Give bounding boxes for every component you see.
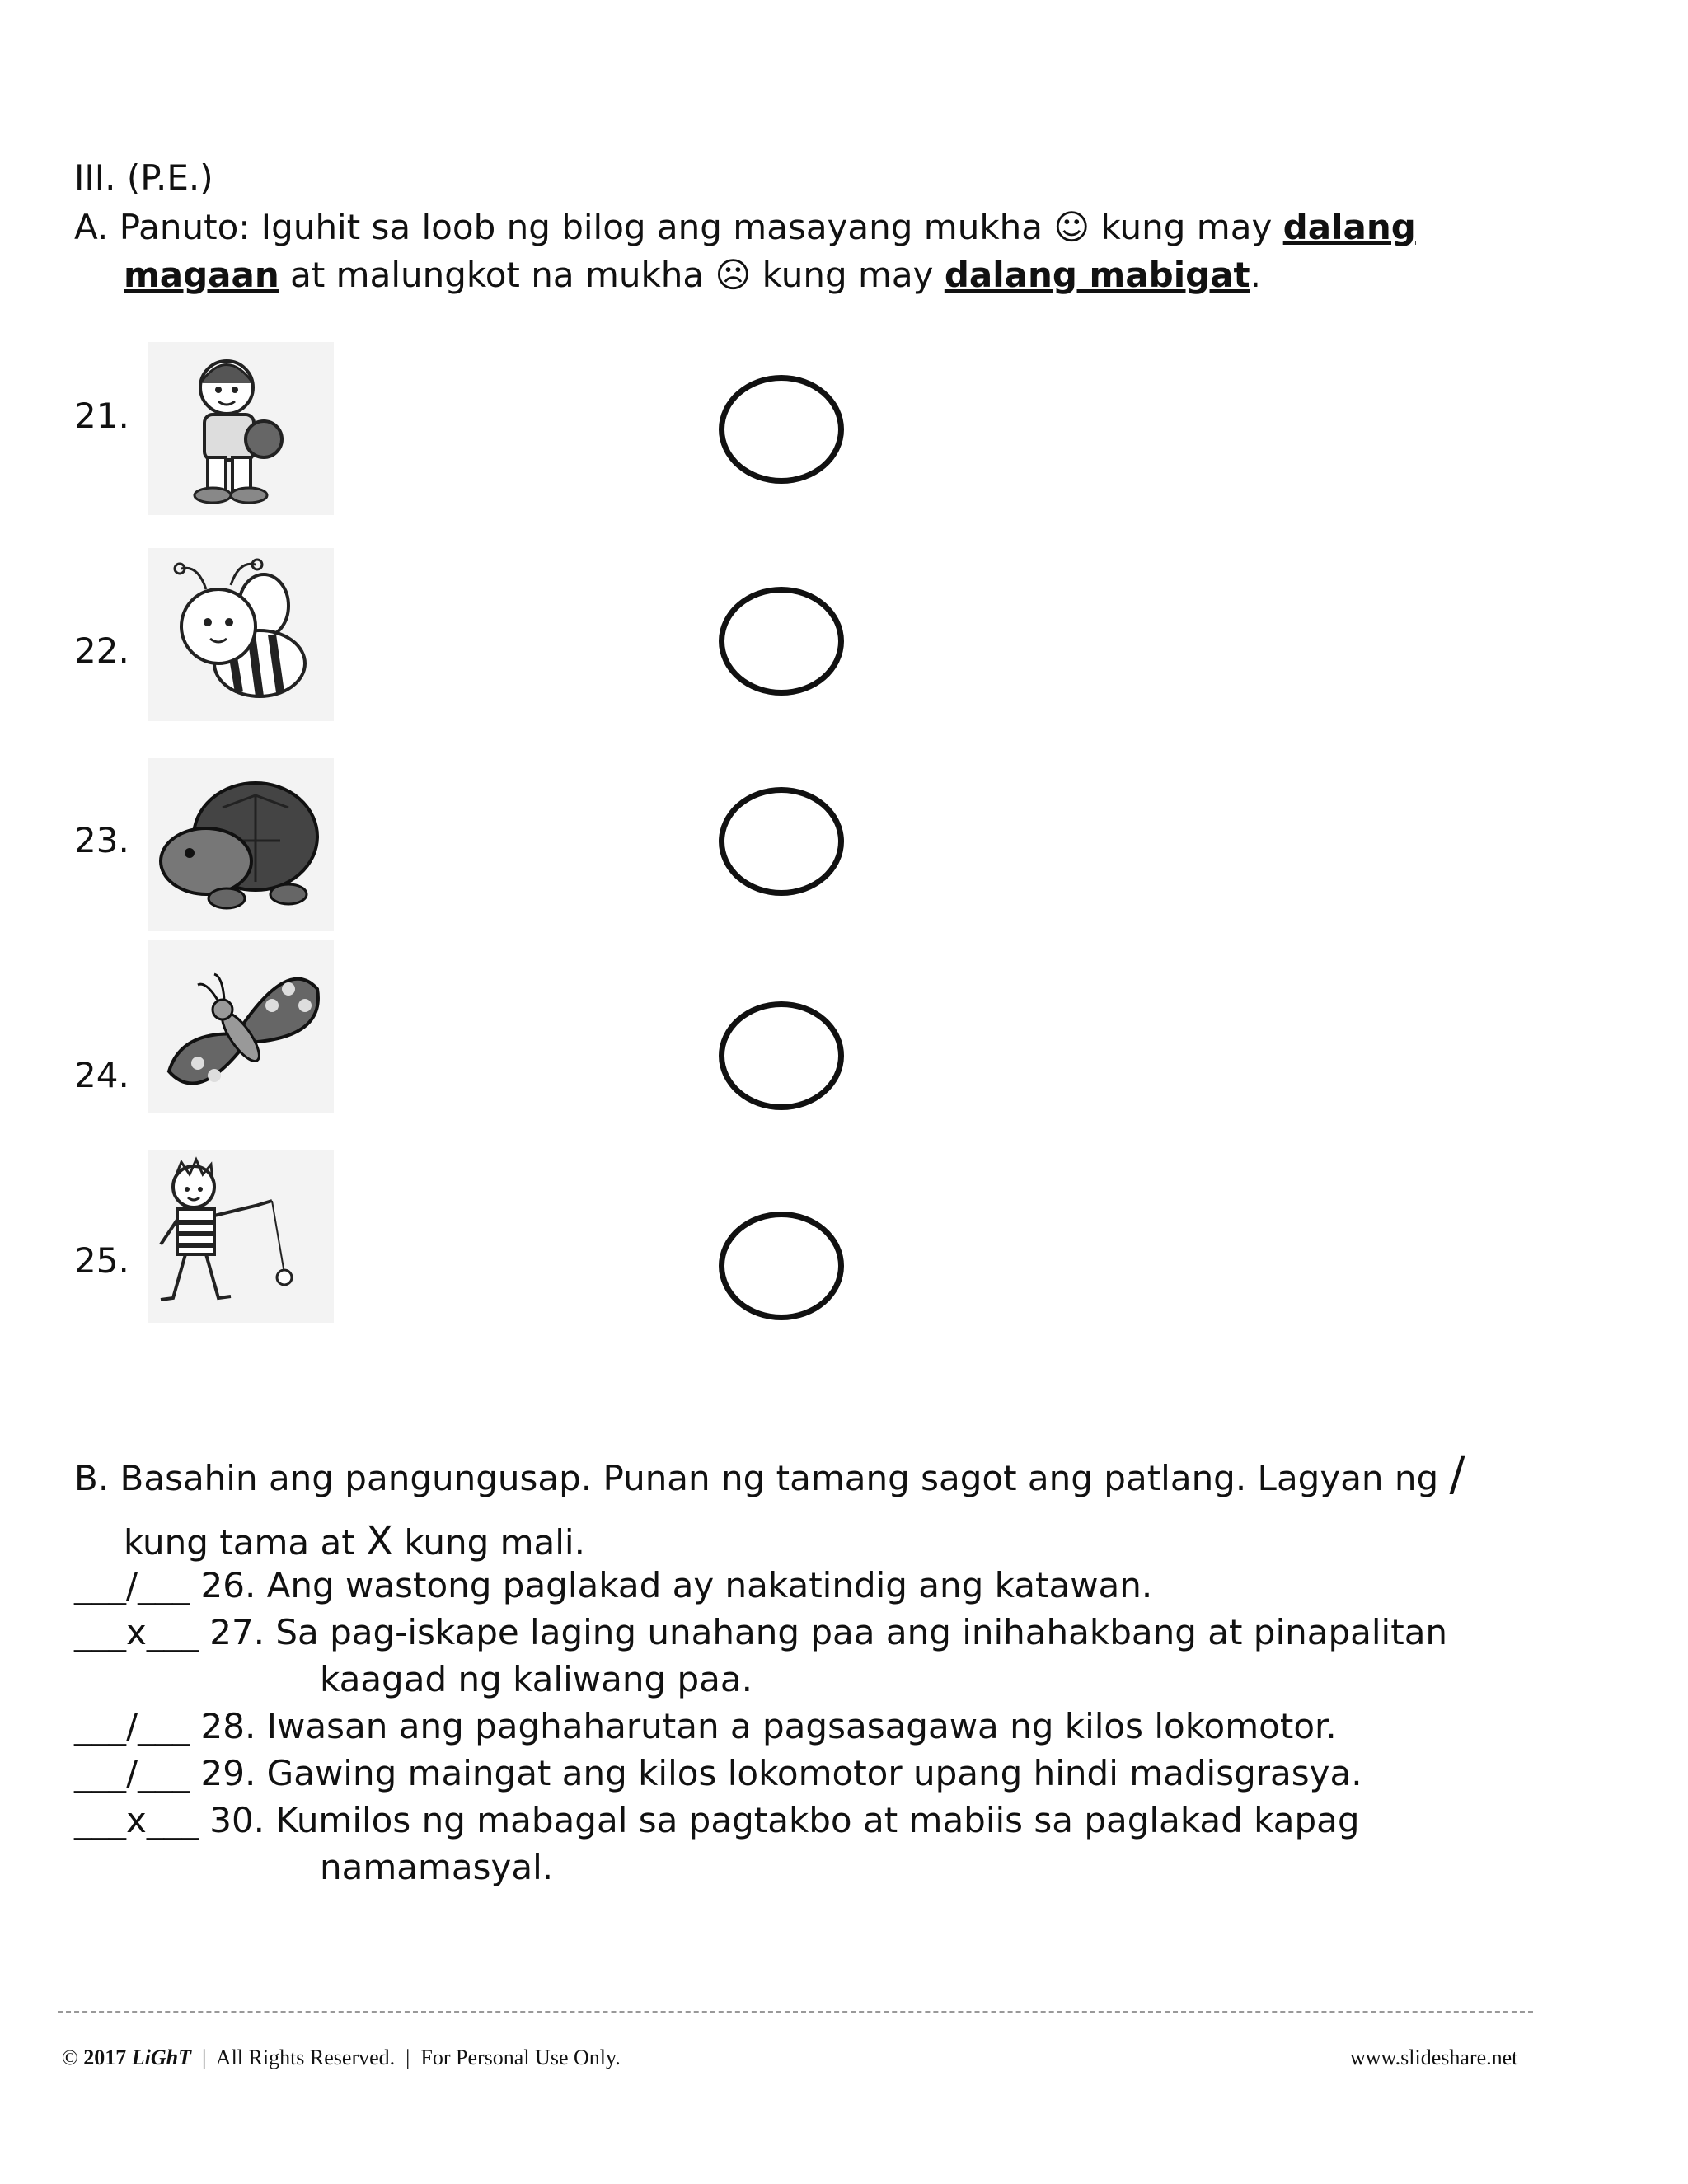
boy-holding-ball-icon [148, 342, 334, 515]
item-number: 23. [74, 820, 129, 860]
footer-separator: | [202, 2046, 207, 2069]
answer-circle[interactable] [719, 1001, 844, 1110]
part-a-mid2: at malungkot na mukha [290, 255, 705, 295]
footer-website-link[interactable]: www.slideshare.net [1350, 2046, 1518, 2069]
item-number: 25. [74, 1240, 129, 1281]
item-number: 22. [74, 630, 129, 671]
part-a-period: . [1250, 255, 1261, 295]
footer-brand: LiGhT [131, 2046, 191, 2069]
part-a-instruction-line2 [124, 254, 1261, 298]
list-item [74, 1611, 1447, 1655]
happy-face-symbol: ☺ [1053, 207, 1090, 247]
copyright-icon: © [62, 2046, 78, 2069]
answer-blank[interactable]: ___x___ [74, 1612, 199, 1652]
part-b-instruction-line1 [74, 1446, 1465, 1504]
sad-face-symbol: ☹ [715, 255, 752, 295]
footer-usage: For Personal Use Only. [420, 2046, 621, 2069]
butterfly-icon [148, 940, 334, 1113]
light-load-emphasis: dalang [1282, 207, 1416, 247]
statement-text: 26. Ang wastong paglakad ay nakatindig ang katawan. [200, 1565, 1153, 1605]
statement-text: 28. Iwasan ang paghaharutan a pagsasagawa ng kilos lokomotor. [200, 1706, 1337, 1746]
check-mark-symbol: / [1449, 1448, 1465, 1502]
footer-copyright [62, 2046, 621, 2070]
part-a-prefix: A. Panuto: Iguhit sa loob ng bilog ang masayang mukha [74, 207, 1043, 247]
list-item [74, 1752, 1362, 1796]
answer-circle[interactable] [719, 375, 844, 484]
answer-blank[interactable]: ___/___ [74, 1753, 190, 1793]
answer-circle[interactable] [719, 1212, 844, 1320]
part-b-instruction-line2 [124, 1516, 585, 1566]
part-a-instruction-line1 [74, 206, 1416, 250]
answer-circle[interactable] [719, 787, 844, 896]
part-a-mid1: kung may [1100, 207, 1273, 247]
bee-icon [148, 548, 334, 721]
statement-text: 29. Gawing maingat ang kilos lokomotor upang hindi madisgrasya. [200, 1753, 1362, 1793]
statement-continuation: kaagad ng kaliwang paa. [320, 1659, 753, 1699]
answer-blank[interactable]: ___/___ [74, 1706, 190, 1746]
footer-separator: | [406, 2046, 410, 2069]
part-b-line2-b: kung mali. [404, 1522, 585, 1563]
footer-divider [58, 2011, 1533, 2013]
statement-text: 27. Sa pag-iskape laging unahang paa ang inihahakbang at pinapalitan [209, 1612, 1448, 1652]
answer-blank[interactable]: ___/___ [74, 1565, 190, 1605]
light-load-emphasis-2: magaan [124, 255, 279, 295]
footer-rights: All Rights Reserved. [215, 2046, 396, 2069]
heavy-load-emphasis: dalang mabigat [944, 255, 1250, 295]
item-number: 24. [74, 1055, 129, 1095]
section-title: III. (P.E.) [74, 157, 213, 198]
part-b-line2-a: kung tama at [124, 1522, 355, 1563]
statement-text: 30. Kumilos ng mabagal sa pagtakbo at mabiis sa paglakad kapag [209, 1800, 1360, 1840]
part-a-mid3: kung may [762, 255, 934, 295]
answer-blank[interactable]: ___x___ [74, 1800, 199, 1840]
x-mark-symbol: X [366, 1518, 393, 1564]
list-item [74, 1564, 1152, 1608]
answer-circle[interactable] [719, 587, 844, 696]
footer-year: 2017 [83, 2046, 127, 2069]
list-item [74, 1705, 1337, 1749]
boy-playing-yoyo-icon [148, 1150, 334, 1323]
list-item [74, 1799, 1360, 1843]
statement-continuation: namamasyal. [320, 1847, 554, 1887]
item-number: 21. [74, 396, 129, 436]
part-b-line1-text: B. Basahin ang pangungusap. Punan ng tamang sagot ang patlang. Lagyan ng [74, 1458, 1439, 1498]
turtle-icon [148, 758, 334, 931]
